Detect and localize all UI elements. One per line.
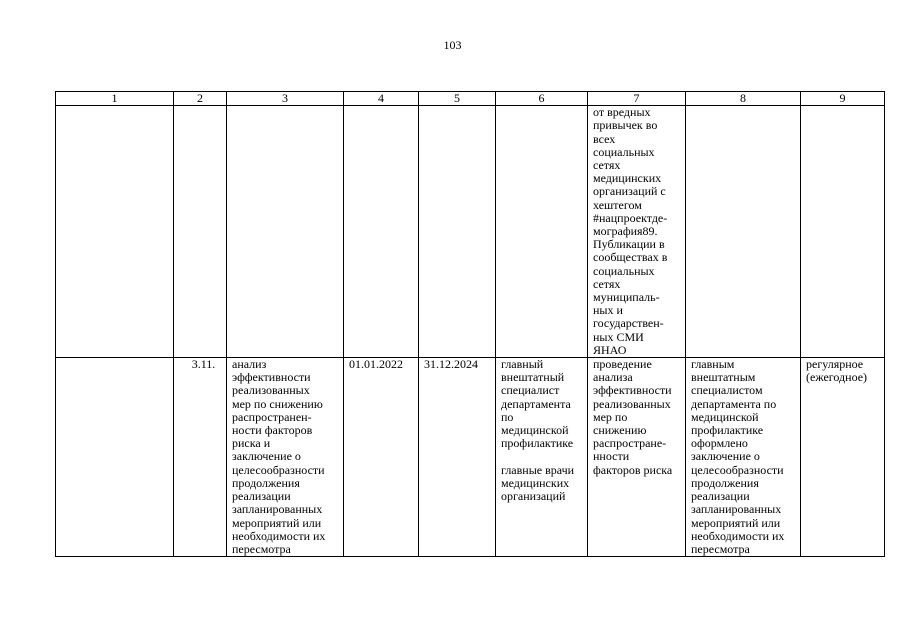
cell-text-line: снижению: [593, 423, 647, 438]
cell-text-line: пересмотра: [232, 541, 291, 556]
cell-text-line: главным: [691, 357, 735, 372]
cell-text-line: анализ: [232, 357, 267, 372]
cell-text-line: специалист: [501, 383, 560, 398]
cell-text-line: мероприятий или: [691, 515, 781, 530]
cell-text-line: организаций: [501, 489, 566, 504]
start-date-cell: 01.01.2022: [344, 358, 419, 557]
cell-text-line: реализации: [232, 489, 291, 504]
cell-text-line: департамента: [501, 396, 571, 411]
cell-text-line: пересмотра: [691, 541, 750, 556]
cell-text-line: профилактике: [501, 436, 574, 451]
cell-text-line: распространен-: [232, 409, 312, 424]
cell-text-line: реализованных: [232, 383, 310, 398]
cell-text-line: от вредных: [593, 105, 651, 120]
cell-text-line: медицинской: [691, 409, 759, 424]
column-header-4: 4: [344, 92, 419, 106]
cell-text-line: анализа: [593, 370, 633, 385]
cell-text-line: эффективности: [593, 383, 672, 398]
cell-text-line: ных и: [593, 303, 623, 318]
cell-text-line: профилактике: [691, 423, 764, 438]
cell-text-line: ЯНАО: [593, 342, 627, 357]
table-row-3-11: [56, 358, 885, 557]
cell-text-line: главные врачи: [501, 462, 575, 477]
table-row-continuation: [56, 106, 885, 358]
measures-table: [55, 91, 885, 557]
cell-text-line: реализации: [691, 489, 750, 504]
cell-text-line: департамента по: [691, 396, 777, 411]
cell-text-line: мография89.: [593, 224, 658, 239]
cell-text-line: необходимости их: [232, 528, 326, 543]
cell-text-line: эффективности: [232, 370, 311, 385]
cell-text-line: по: [501, 409, 514, 424]
cell-text-line: привычек во: [593, 118, 658, 133]
cell-text-line: ных СМИ: [593, 329, 644, 344]
table-cell: [56, 106, 174, 358]
cell-text-line: Публикации в: [593, 237, 665, 252]
cell-text-line: сетях: [593, 158, 621, 173]
cell-text-line: риска и: [232, 436, 271, 451]
cell-text-line: регулярное: [806, 357, 864, 372]
cell-text-line: проведение: [593, 357, 652, 372]
column-header-9: 9: [801, 92, 885, 106]
cell-text-line: внештатный: [501, 370, 565, 385]
end-date-cell: 31.12.2024: [419, 358, 496, 557]
cell-text-line: нности: [593, 449, 630, 464]
table-cell: [227, 106, 344, 358]
continuation-result-cell: [588, 106, 686, 358]
item-number-cell: 3.11.: [174, 358, 227, 557]
cell-text-line: запланированных: [232, 502, 323, 517]
column-header-3: 3: [227, 92, 344, 106]
cell-text-line: запланированных: [691, 502, 782, 517]
cell-text-line: целесообразности: [232, 462, 325, 477]
responsible-cell: [496, 358, 588, 557]
table-cell: [174, 106, 227, 358]
cell-text-line: сетях: [593, 276, 621, 291]
cell-text-line: организаций с: [593, 184, 666, 199]
cell-text-line: продолжения: [232, 475, 300, 490]
table-cell: [344, 106, 419, 358]
column-number-header-row: [56, 92, 885, 106]
table-cell: [496, 106, 588, 358]
cell-text-line: оформлено: [691, 436, 748, 451]
cell-text-line: ности факторов: [232, 423, 313, 438]
measure-description-cell: [227, 358, 344, 557]
cell-text-line: заключение о: [232, 449, 301, 464]
cell-spacer: [501, 450, 582, 463]
cell-text-line: социальных: [593, 144, 655, 159]
column-header-7: 7: [588, 92, 686, 106]
cell-text-line: реализованных: [593, 396, 671, 411]
column-header-1: 1: [56, 92, 174, 106]
cell-text-line: (ежегодное): [806, 370, 868, 385]
table-cell: [419, 106, 496, 358]
cell-text-line: медицинских: [501, 475, 570, 490]
cell-text-line: социальных: [593, 263, 655, 278]
outcome-cell: [686, 358, 801, 557]
cell-text-line: продолжения: [691, 475, 759, 490]
cell-text-line: медицинских: [593, 171, 662, 186]
cell-text-line: #нацпроектде-: [593, 210, 668, 225]
frequency-cell: [801, 358, 885, 557]
cell-text-line: сообществах в: [593, 250, 668, 265]
cell-text-line: мер по снижению: [232, 396, 323, 411]
cell-text-line: медицинской: [501, 423, 569, 438]
cell-text-line: государствен-: [593, 316, 664, 331]
cell-text-line: главный: [501, 357, 544, 372]
result-cell: [588, 358, 686, 557]
cell-text-line: факторов риска: [593, 462, 673, 477]
cell-text-line: всех: [593, 131, 616, 146]
cell-text-line: мер по: [593, 409, 628, 424]
column-header-5: 5: [419, 92, 496, 106]
cell-text-line: хештегом: [593, 197, 642, 212]
column-header-6: 6: [496, 92, 588, 106]
cell-text-line: специалистом: [691, 383, 763, 398]
cell-text-line: целесообразности: [691, 462, 784, 477]
cell-text-line: внештатным: [691, 370, 756, 385]
table-cell: [686, 106, 801, 358]
cell-text-line: распростране-: [593, 436, 667, 451]
cell-text-line: муниципаль-: [593, 290, 660, 305]
cell-text-line: заключение о: [691, 449, 760, 464]
cell-text-line: мероприятий или: [232, 515, 322, 530]
column-header-2: 2: [174, 92, 227, 106]
page-number: 103: [443, 38, 462, 52]
column-header-8: 8: [686, 92, 801, 106]
table-cell: [56, 358, 174, 557]
cell-text-line: необходимости их: [691, 528, 785, 543]
table-cell: [801, 106, 885, 358]
